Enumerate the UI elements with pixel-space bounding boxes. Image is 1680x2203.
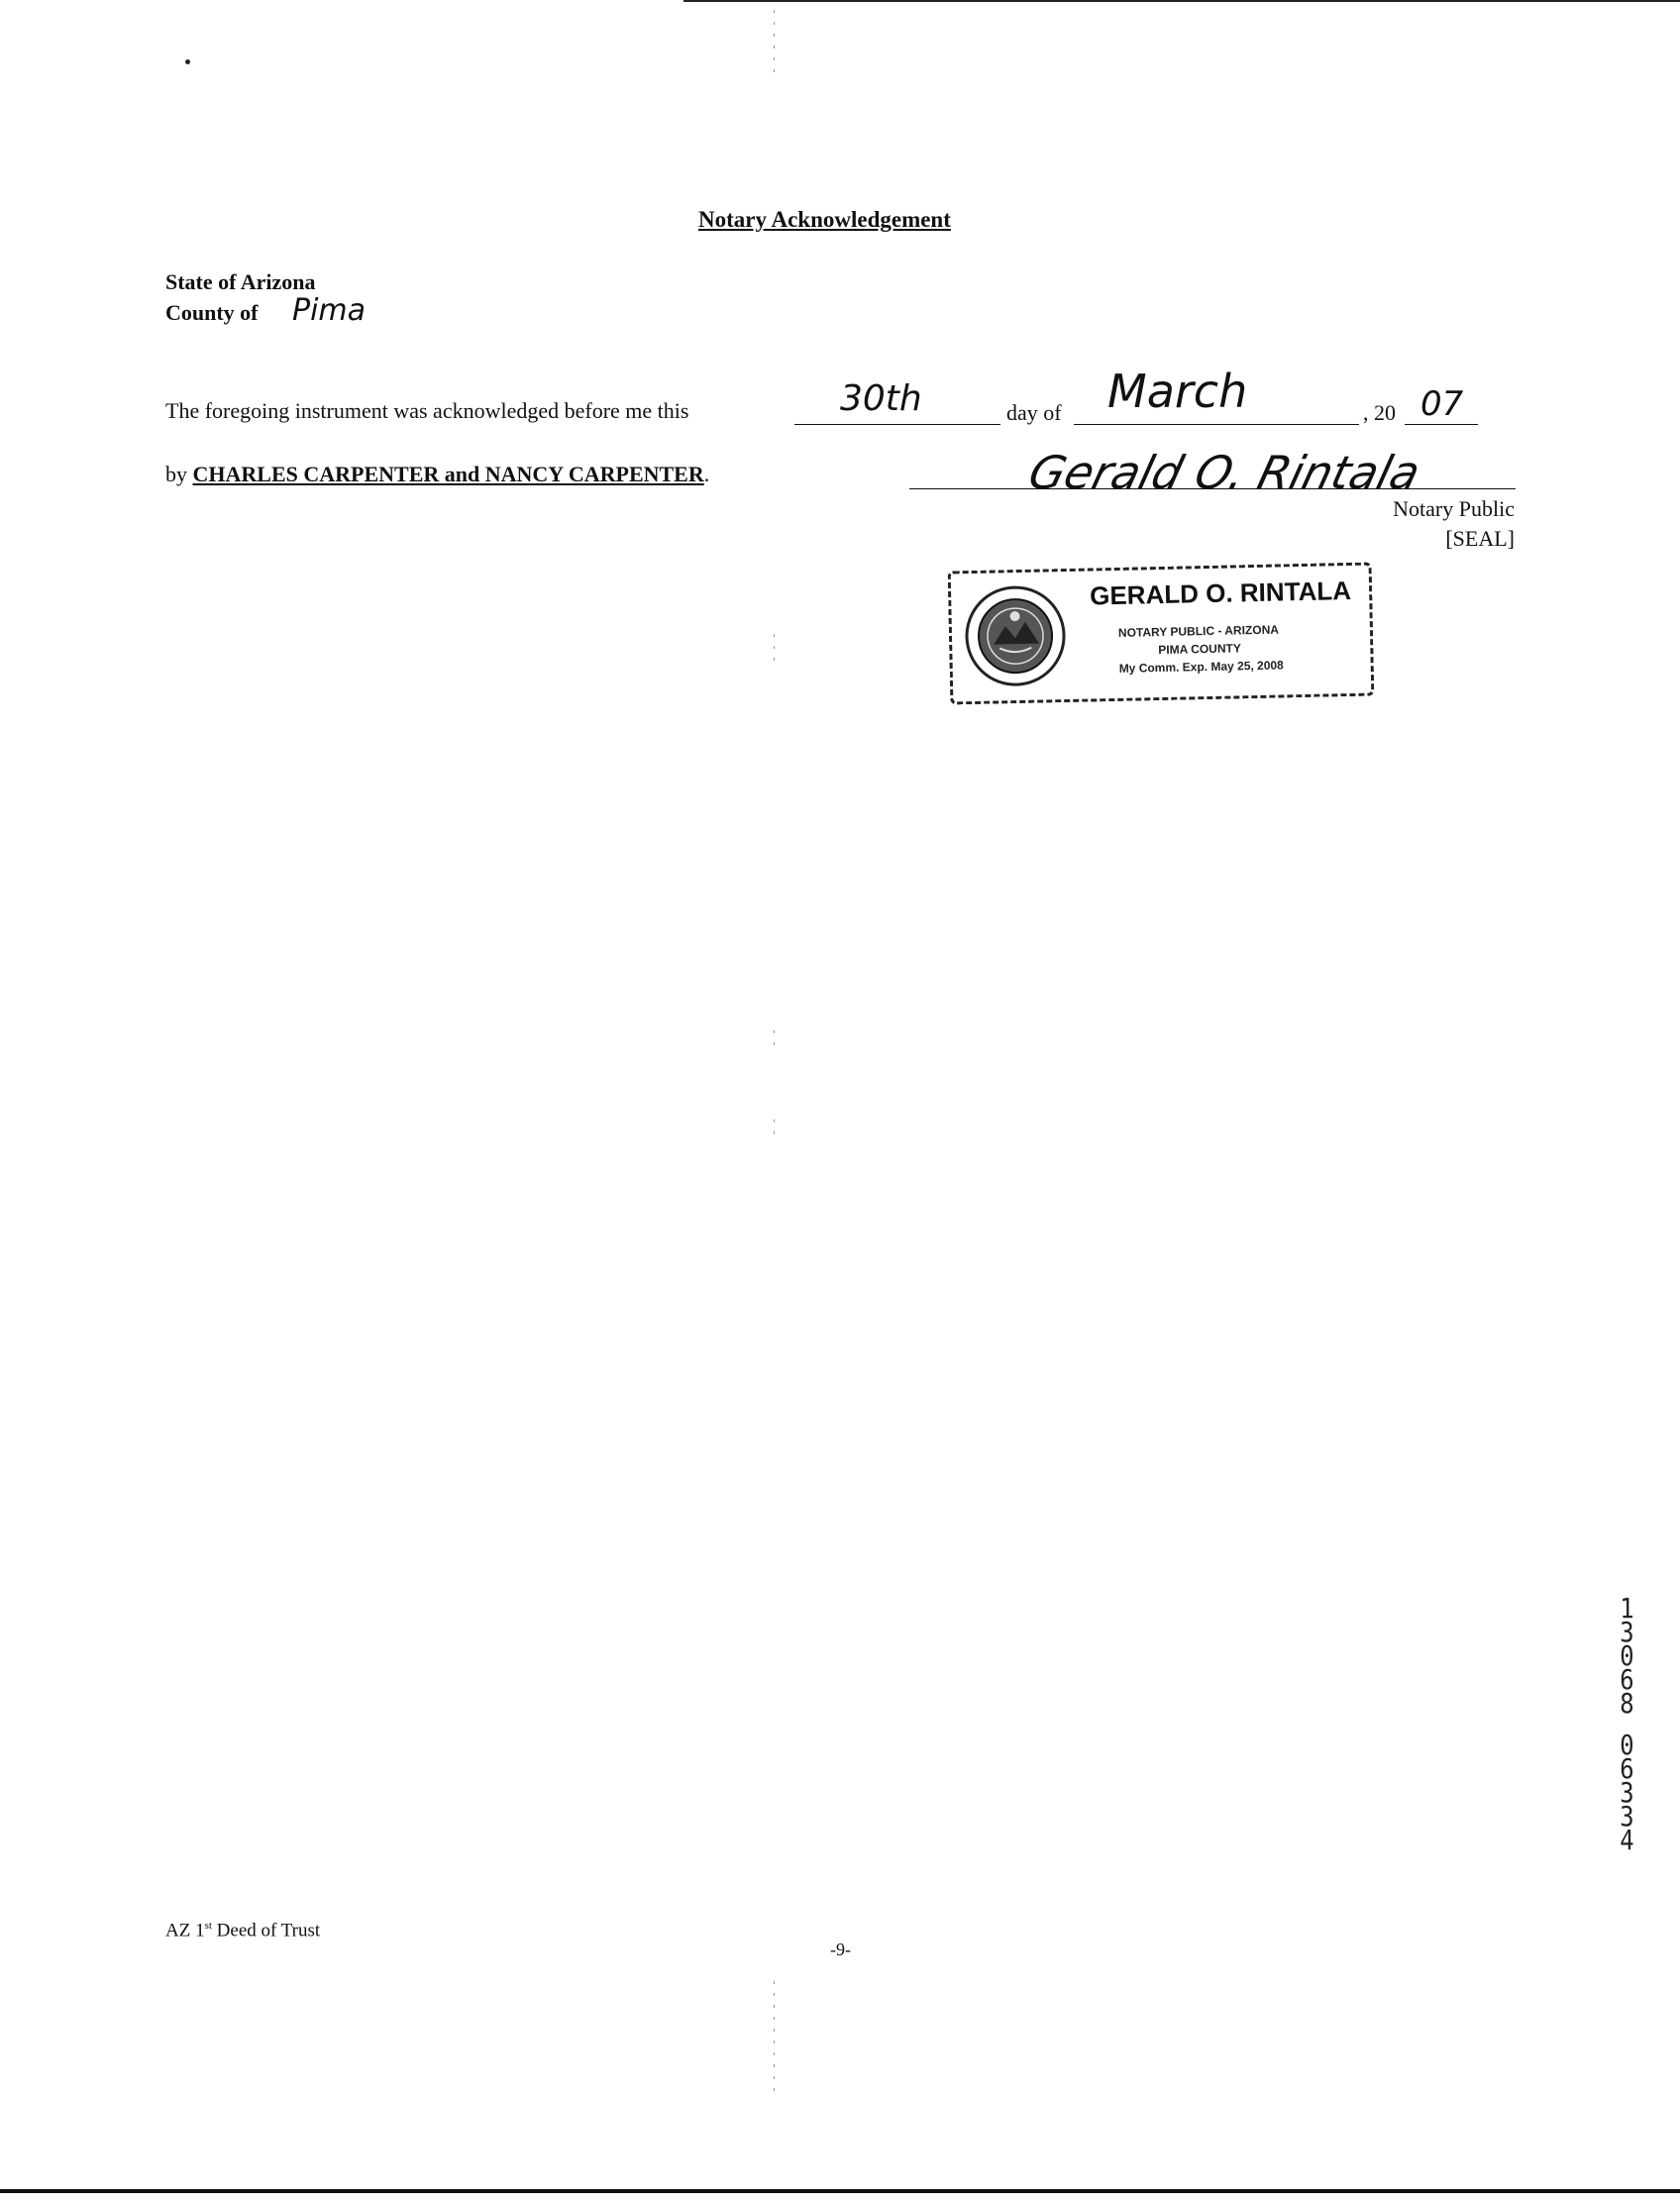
notary-public-label: Notary Public	[1393, 496, 1515, 521]
acknowledgement-text: The foregoing instrument was acknowledged before me this	[165, 398, 689, 423]
form-name	[165, 1920, 320, 1941]
stamp-notary-name: GERALD O. RINTALA	[1089, 575, 1352, 611]
recording-digit: 0	[1620, 1729, 1634, 1761]
by-suffix: .	[703, 462, 710, 486]
notary-signature: Gerald O. Rintala	[1023, 446, 1426, 499]
recording-digit: 6	[1620, 1663, 1634, 1696]
scan-top-edge	[683, 0, 1680, 2]
year-blank-line	[1405, 424, 1478, 425]
year-prefix: , 20	[1363, 400, 1396, 425]
scan-speck	[185, 59, 190, 64]
stamp-county: PIMA COUNTY	[1158, 641, 1242, 658]
county-handwritten: Pima	[292, 293, 367, 328]
scan-fold-line	[774, 1981, 775, 2100]
page-number: -9-	[830, 1940, 851, 1959]
year-handwritten: 07	[1420, 384, 1464, 424]
stamp-expiration: My Comm. Exp. May 25, 2008	[1118, 658, 1284, 676]
recording-digit: 3	[1620, 1616, 1634, 1648]
day-handwritten: 30th	[840, 378, 922, 419]
form-name-ordinal: st	[204, 1920, 212, 1932]
recording-number	[1620, 1592, 1634, 1856]
day-of-label: day of	[1006, 400, 1062, 425]
seal-label: [SEAL]	[1445, 526, 1515, 551]
scan-fold-line	[774, 1119, 775, 1139]
state-seal-icon	[963, 583, 1068, 688]
signer-names: CHARLES CARPENTER and NANCY CARPENTER	[192, 462, 704, 486]
form-name-suffix: Deed of Trust	[211, 1920, 321, 1941]
month-handwritten: March	[1107, 365, 1248, 418]
recording-digit: 3	[1620, 1800, 1634, 1833]
recording-digit: 1	[1620, 1592, 1634, 1625]
state-line: State of Arizona	[165, 269, 316, 294]
recording-digit: 3	[1620, 1776, 1634, 1809]
scan-bottom-edge	[0, 2189, 1680, 2193]
recording-digit: 0	[1620, 1639, 1634, 1672]
by-prefix: by	[165, 462, 187, 486]
day-blank-line	[794, 424, 1000, 425]
signers-line	[165, 462, 709, 487]
notary-stamp	[948, 563, 1375, 705]
county-label: County of	[165, 300, 259, 325]
stamp-commission-title: NOTARY PUBLIC - ARIZONA	[1117, 622, 1280, 640]
recording-digit: 6	[1620, 1752, 1634, 1785]
scan-fold-line	[774, 1030, 775, 1050]
form-name-prefix: AZ 1	[165, 1920, 205, 1941]
recording-digit: 4	[1620, 1824, 1634, 1856]
scan-fold-line	[774, 10, 775, 79]
document-title: Notary Acknowledgement	[698, 207, 951, 232]
month-blank-line	[1074, 424, 1359, 425]
scan-fold-line	[774, 634, 775, 664]
recording-digit: 8	[1620, 1687, 1634, 1720]
